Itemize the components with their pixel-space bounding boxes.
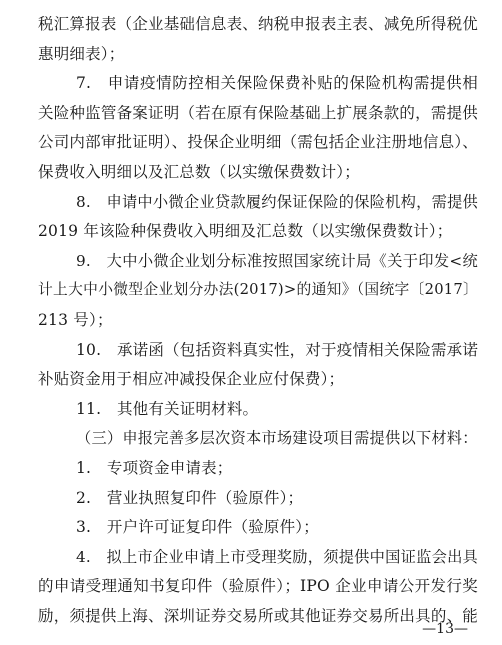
text-line-6: 保费收入明细以及汇总数（以实缴保费数计）； [38, 163, 360, 181]
text-line-14: 11. 其他有关证明材料。 [76, 400, 259, 418]
text-line-10: 计上大中小微型企业划分办法(2017)>的通知》（国统字〔2017〕 [38, 281, 478, 298]
text-line-20: 的申请受理通知书复印件（验原件）；IPO 企业申请公开发行奖 [38, 577, 478, 595]
text-line-5: 公司内部审批证明）、投保企业明细（需包括企业注册地信息）、 [38, 133, 478, 151]
text-line-17: 2. 营业执照复印件（验原件）； [76, 489, 304, 507]
text-line-21: 励，须提供上海、深圳证券交易所或其他证券交易所出具的、能 [38, 607, 478, 625]
text-line-7: 8. 申请中小微企业贷款履约保证保险的保险机构，需提供 [76, 193, 478, 211]
text-line-12: 10. 承诺函（包括资料真实性，对于疫情相关保险需承诺 [76, 341, 478, 359]
text-line-19: 4. 拟上市企业申请上市受理奖励，须提供中国证监会出具 [76, 548, 478, 566]
text-line-13: 补贴资金用于相应冲减投保企业应付保费）； [38, 370, 345, 388]
text-line-16: 1. 专项资金申请表； [76, 459, 233, 477]
text-line-18: 3. 开户许可证复印件（验原件）； [76, 518, 319, 536]
text-line-3: 7. 申请疫情防控相关保险保费补贴的保险机构需提供相 [76, 74, 478, 92]
text-line-2: 惠明细表）； [38, 45, 125, 63]
text-line-9: 9. 大中小微企业划分标准按照国家统计局《关于印发<统 [76, 252, 478, 270]
page-number: —13— [422, 621, 468, 637]
section-heading: （三）申报完善多层次资本市场建设项目需提供以下材料： [76, 429, 478, 447]
text-line-8: 2019 年该险种保费收入明细及汇总数（以实缴保费数计）； [38, 222, 453, 240]
text-line-11: 213 号）； [38, 311, 113, 329]
text-line-4: 关险种监管备案证明（若在原有保险基础上扩展条款的，需提供 [38, 104, 478, 122]
text-line-1: 税汇算报表（企业基础信息表、纳税申报表主表、减免所得税优 [38, 15, 478, 33]
